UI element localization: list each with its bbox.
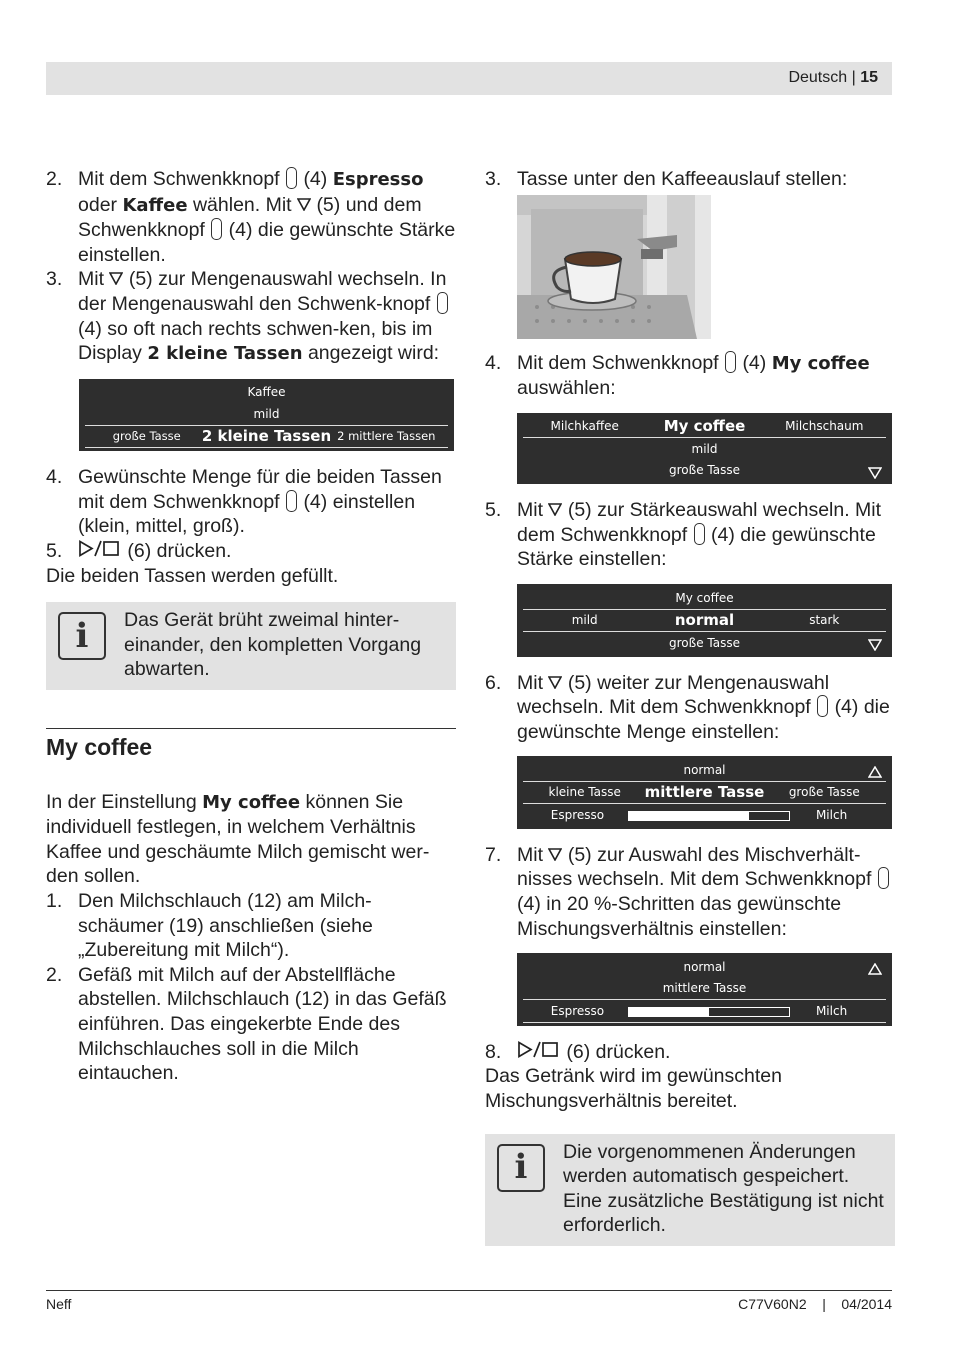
step-text: Mit dem Schwenkknopf <box>78 168 280 190</box>
display-term: Espresso <box>332 169 424 190</box>
page-number: 15 <box>860 69 878 86</box>
triangle-down-icon <box>548 843 562 868</box>
step-text: (4) so oft nach rechts schwen-ken, bis im Display <box>78 317 433 365</box>
section-title: My coffee <box>46 734 153 760</box>
triangle-down-icon <box>297 193 311 218</box>
info-icon: i <box>497 1144 545 1192</box>
start-stop-icon <box>517 1040 561 1065</box>
display-quantity <box>517 756 892 829</box>
step-text: (4) die gewünschte Stärke einstellen. <box>78 219 456 266</box>
step-5-right <box>485 498 895 572</box>
step-4-left <box>46 465 456 539</box>
step-text: (4) einstellen (klein, mittel, groß). <box>78 490 416 538</box>
step-3-right <box>485 167 895 192</box>
step-text: (5) weiter zur Mengenauswahl wechseln. Mit dem Schwenkknopf <box>517 671 830 719</box>
display-row-text: mild <box>253 406 280 421</box>
display-row-text: Kaffee <box>247 385 286 400</box>
display-row <box>523 587 886 609</box>
display-row <box>523 460 886 482</box>
step-text: oder <box>78 193 118 216</box>
rotary-knob-icon <box>817 695 828 717</box>
step-number: 3. <box>46 268 63 291</box>
cup-under-spout-photo <box>517 195 711 339</box>
step-text: auswählen: <box>517 377 616 400</box>
step-text: (5) zur Mengenauswahl wechseln. In der Mengenauswahl den Schwenk-knopf <box>78 268 447 315</box>
display-option: Milchschaum <box>785 419 864 434</box>
step-number: 8. <box>485 1040 502 1063</box>
display-my-coffee-select <box>517 413 892 485</box>
step-text: Mit <box>517 671 543 694</box>
header-text <box>788 69 878 87</box>
step-text: Den Milchschlauch (12) am Milch-schäumer (19) anschließen (siehe „Zubereitung mit Milch“). <box>78 889 373 962</box>
step-5-left <box>46 539 456 564</box>
footer-brand: Neff <box>46 1296 72 1312</box>
step-number: 2. <box>46 168 63 190</box>
bar-label-espresso: Espresso <box>550 1003 605 1018</box>
display-row-text: My coffee <box>675 590 734 605</box>
display-term: My coffee <box>202 791 301 813</box>
step-text: (5) zur Stärkeauswahl wechseln. Mit dem Schwenkknopf <box>517 499 882 546</box>
info-text: Das Gerät brüht zweimal hinter-einander, den kompletten Vorgang abwarten. <box>124 609 422 681</box>
step-text: (4) die gewünschte Menge einstellen: <box>517 696 890 743</box>
step-number: 1. <box>46 889 63 912</box>
step-8-right <box>485 1040 895 1065</box>
step-text: (5) zur Auswahl des Mischverhält-nisses wechseln. Mit dem Schwenkknopf <box>517 843 872 891</box>
step-number: 4. <box>46 466 63 489</box>
mix-ratio-bar-fill <box>629 812 749 820</box>
step-text: (4) in 20 %-Schritten das gewünschte Mischungsverhältnis einstellen: <box>517 893 842 940</box>
step-text: (6) drücken. <box>127 540 232 563</box>
step-text: Mit <box>78 268 104 291</box>
step-number: 5. <box>46 540 63 563</box>
bar-label-espresso: Espresso <box>550 807 605 822</box>
left-column <box>46 167 456 1086</box>
step-text: (4) <box>742 351 767 374</box>
display-row <box>523 978 886 1000</box>
step-number: 5. <box>485 499 502 522</box>
result-text: Das Getränk wird im gewünschten Mischungsverhältnis bereitet. <box>485 1065 782 1112</box>
info-icon: i <box>58 612 106 660</box>
substep-1 <box>46 889 456 963</box>
step-4-right <box>485 351 895 401</box>
display-row-selected <box>85 425 448 449</box>
step-text: (4) <box>303 168 328 190</box>
header-separator: | <box>851 69 856 86</box>
intro-text: In der Einstellung <box>46 790 197 813</box>
display-row-selected <box>523 416 886 439</box>
display-row <box>523 804 886 826</box>
display-selected-option: mittlere Tasse <box>644 783 765 802</box>
section-rule <box>46 728 456 729</box>
right-column <box>485 167 895 1246</box>
step-text: Mit <box>517 499 543 522</box>
header-language: Deutsch <box>788 69 848 86</box>
display-row-text: normal <box>683 959 726 974</box>
step-text: (6) drücken. <box>566 1040 671 1063</box>
display-mix-ratio <box>517 953 892 1026</box>
info-box-1 <box>46 602 456 690</box>
step-number: 2. <box>46 963 63 986</box>
step-text: Mit <box>517 843 543 866</box>
rotary-knob-icon <box>878 867 889 889</box>
step-7-right <box>485 843 895 941</box>
display-row-selected <box>523 781 886 805</box>
bar-label-milk: Milch <box>815 807 848 822</box>
rotary-knob-icon <box>211 218 222 240</box>
display-row <box>523 759 886 781</box>
step-number: 6. <box>485 671 502 694</box>
info-box-2 <box>485 1134 895 1246</box>
page-header <box>46 62 892 95</box>
footer-date: 04/2014 <box>841 1296 892 1312</box>
step-text: Gefäß mit Milch auf der Abstellfläche abstellen. Milchschlauch (12) in das Gefäß einführen. Das eingekerbte Ende des Milchschlauches soll in die Milch eintauchen. <box>78 963 447 1085</box>
step-number: 7. <box>485 843 502 866</box>
footer-rule <box>46 1290 892 1291</box>
display-row-text: große Tasse <box>669 463 740 478</box>
intro-text: können Sie individuell festlegen, in welchem Verhältnis Kaffee und geschäumte Milch gemischt wer-den sollen. <box>46 790 430 888</box>
display-option: Milchkaffee <box>550 419 619 434</box>
mix-ratio-bar <box>628 811 790 821</box>
footer-separator: | <box>822 1296 826 1312</box>
mix-ratio-bar-fill <box>629 1008 709 1016</box>
display-row-text: normal <box>683 762 726 777</box>
footer-meta <box>738 1296 892 1312</box>
display-row <box>523 956 886 978</box>
triangle-down-icon <box>868 463 882 488</box>
rotary-knob-icon <box>286 167 297 189</box>
display-row <box>85 382 448 404</box>
step-text: Tasse unter den Kaffeeauslauf stellen: <box>517 168 848 190</box>
display-option: große Tasse <box>788 785 860 800</box>
display-selected-option: normal <box>674 611 735 630</box>
step-text: wählen. Mit <box>192 193 292 216</box>
substep-2 <box>46 963 456 1086</box>
triangle-down-icon <box>548 498 562 523</box>
step-text: angezeigt wird: <box>307 342 440 365</box>
info-text: Die vorgenommenen Änderungen werden automatisch gespeichert. Eine zusätzliche Bestätigung ist nicht erforderlich. <box>563 1140 884 1237</box>
rotary-knob-icon <box>437 292 448 314</box>
intro-paragraph <box>46 790 456 889</box>
display-row-text: große Tasse <box>669 635 740 650</box>
display-option: mild <box>571 613 598 628</box>
mix-ratio-bar <box>628 1007 790 1017</box>
display-term: 2 kleine Tassen <box>147 343 303 365</box>
display-option: 2 mittlere Tassen <box>337 429 436 444</box>
display-kaffee-quantity <box>79 379 454 452</box>
rotary-knob-icon <box>725 351 736 373</box>
display-selected-option: My coffee <box>663 417 746 436</box>
display-row <box>85 403 448 425</box>
footer-model: C77V60N2 <box>738 1296 807 1312</box>
display-option: große Tasse <box>112 429 181 444</box>
display-selected-option: 2 kleine Tassen <box>201 427 332 446</box>
step-6-right <box>485 671 895 745</box>
step-text: (4) die gewünschte Stärke einstellen: <box>517 523 876 571</box>
step-text: (5) und dem Schwenkknopf <box>78 193 422 242</box>
rotary-knob-icon <box>694 523 705 545</box>
display-strength <box>517 584 892 657</box>
step-3-left <box>46 267 456 366</box>
step-text: Gewünschte Menge für die beiden Tassen mit dem Schwenkknopf <box>78 466 442 513</box>
rotary-knob-icon <box>286 490 297 512</box>
step-number: 4. <box>485 351 502 374</box>
step-number: 3. <box>485 168 502 190</box>
display-option: kleine Tasse <box>548 785 621 800</box>
triangle-down-icon <box>548 671 562 696</box>
triangle-down-icon <box>868 635 882 660</box>
display-row <box>523 438 886 460</box>
bar-label-milk: Milch <box>815 1003 848 1018</box>
display-option: stark <box>809 613 840 628</box>
display-row-selected <box>523 999 886 1023</box>
step-text: Mit dem Schwenkknopf <box>517 351 719 374</box>
display-row <box>523 632 886 654</box>
display-row-text: mild <box>691 441 718 456</box>
display-term: Kaffee <box>122 194 188 216</box>
start-stop-icon <box>78 539 122 564</box>
display-row-text: mittlere Tasse <box>662 981 747 996</box>
step-2-left <box>46 167 456 267</box>
triangle-down-icon <box>109 267 123 292</box>
display-row-selected <box>523 609 886 633</box>
display-term: My coffee <box>771 352 870 374</box>
result-text: Die beiden Tassen werden gefüllt. <box>46 564 339 587</box>
